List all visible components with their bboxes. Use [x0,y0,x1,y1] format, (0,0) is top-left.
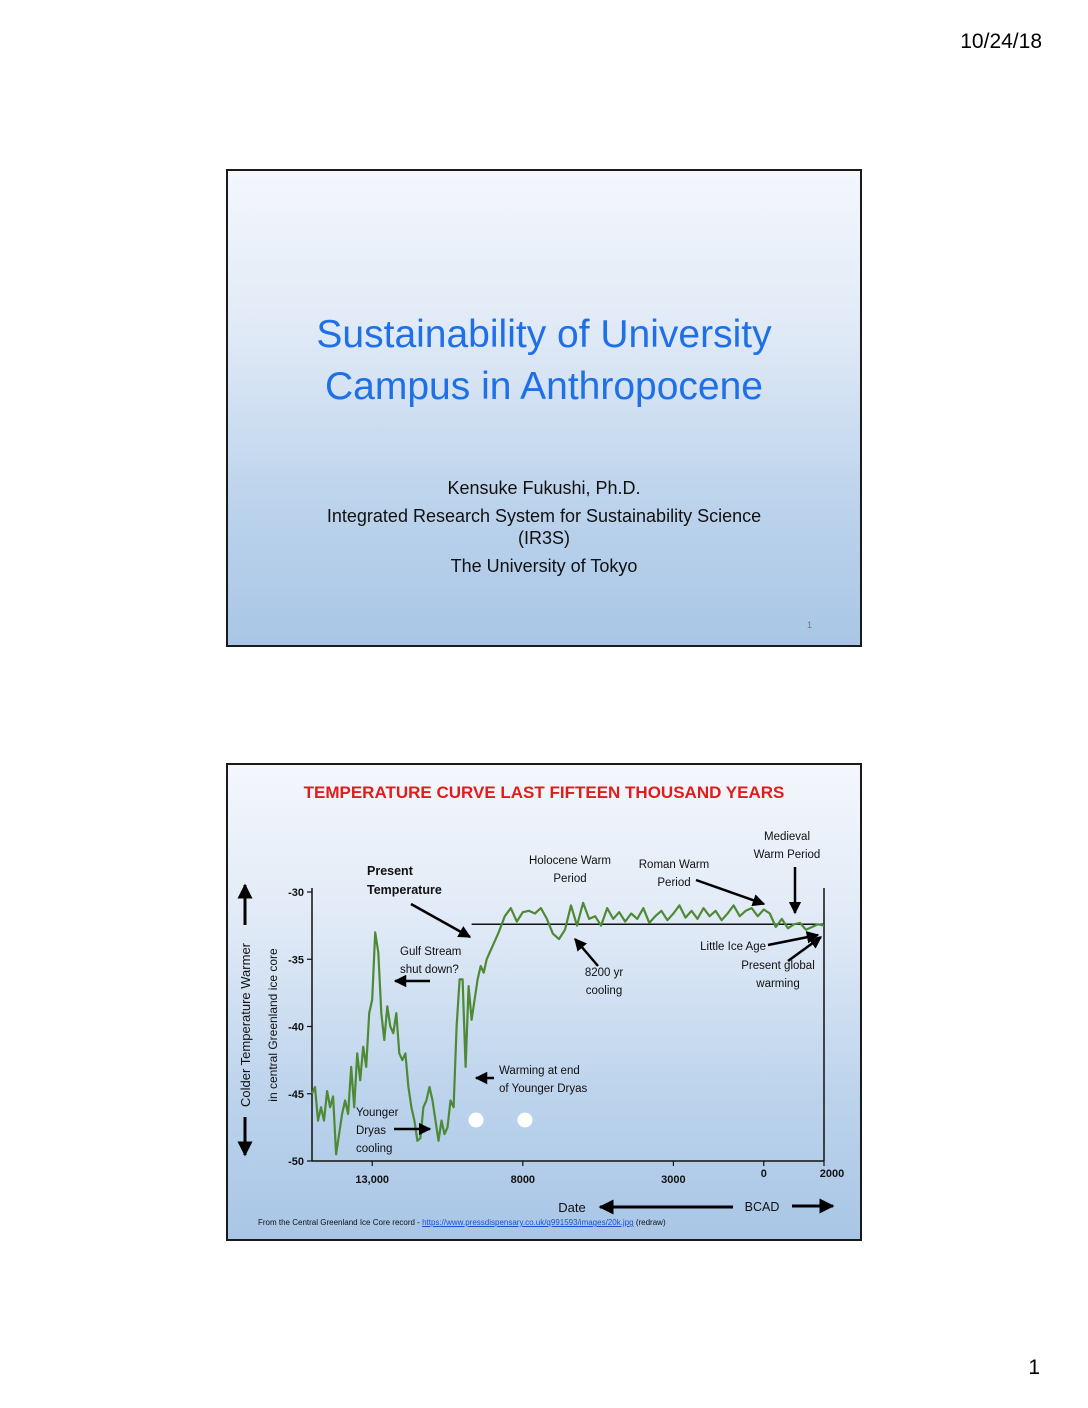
8200-label: 8200 yr [584,967,624,979]
source-link[interactable]: https://www.pressdispensary.co.uk/q991593/images/20k.jpg [422,1218,634,1227]
roman-label: Roman Warm [638,859,710,871]
author-name: Kensuke Fukushi, Ph.D. [447,478,641,498]
university-name: The University of Tokyo [450,556,638,576]
y-tick-label: -35 [288,954,304,967]
y-tick-label: -50 [288,1156,304,1168]
chart-slide [226,763,862,1241]
title-line-1: Sustainability of University [316,313,772,356]
medieval-label: Warm Period [753,849,821,861]
present-temperature-label: Present [367,864,413,878]
x-tick-label: 13,000 [355,1174,390,1186]
x-tick-label: 3000 [661,1174,686,1186]
source-suffix: (redraw) [633,1218,666,1227]
present-temperature-arrow [411,904,470,937]
warming-end-label: of Younger Dryas [499,1083,588,1095]
y-axis-label-inner: in central Greenland ice core [266,948,280,1102]
affiliation-line-2: (IR3S) [517,528,570,548]
slide-number: 1 [806,620,812,630]
warming-end-label: Warming at end [499,1065,580,1077]
affiliation-line-1: Integrated Research System for Sustainability Science [326,506,762,526]
y-tick-label: -45 [288,1088,304,1101]
chart-ticks [288,887,844,1186]
chart-title: TEMPERATURE CURVE LAST FIFTEEN THOUSAND YEARS [303,783,785,802]
marker-dot [518,1113,533,1128]
roman-label: Period [657,877,691,889]
younger-dryas-label: Dryas [356,1125,387,1137]
x-tick-label: 8000 [510,1174,536,1186]
chart-axes [312,888,824,1161]
holocene-label: Holocene Warm [528,855,612,867]
gulf-stream-label: shut down? [400,964,459,976]
present-temperature-label: Temperature [367,883,442,897]
title-line-2: Campus in Anthropocene [325,365,763,408]
source-prefix: From the Central Greenland Ice Core record - [258,1218,423,1227]
marker-dot [469,1113,484,1128]
present-warming-label: warming [756,978,800,990]
8200-label: cooling [585,985,623,997]
bcad-label: BCAD [744,1200,780,1214]
present-warming-label: Present global [741,960,815,972]
title-slide [226,169,862,647]
y-axis-label-outer: Colder Temperature Warmer [238,943,253,1107]
footer-page-number: 1 [1028,1356,1040,1379]
medieval-label: Medieval [763,831,811,843]
little-ice-age-label: Little Ice Age [700,941,766,953]
x-tick-label: 0 [760,1168,767,1180]
header-date: 10/24/18 [960,30,1042,53]
chart-annotations [238,831,833,1215]
younger-dryas-label: cooling [356,1143,393,1155]
slide-title [228,309,860,413]
gulf-stream-label: Gulf Stream [400,946,462,958]
x-tick-label: 2000 [819,1168,845,1180]
y-tick-label: -30 [288,887,304,899]
temperature-chart [228,765,860,1239]
roman-arrow [696,880,764,904]
x-axis-label: Date [558,1200,586,1215]
holocene-label: Period [553,873,587,885]
source-note [258,1218,666,1227]
younger-dryas-label: Younger [356,1107,399,1119]
y-tick-label: -40 [288,1021,304,1034]
8200-arrow [575,939,598,966]
